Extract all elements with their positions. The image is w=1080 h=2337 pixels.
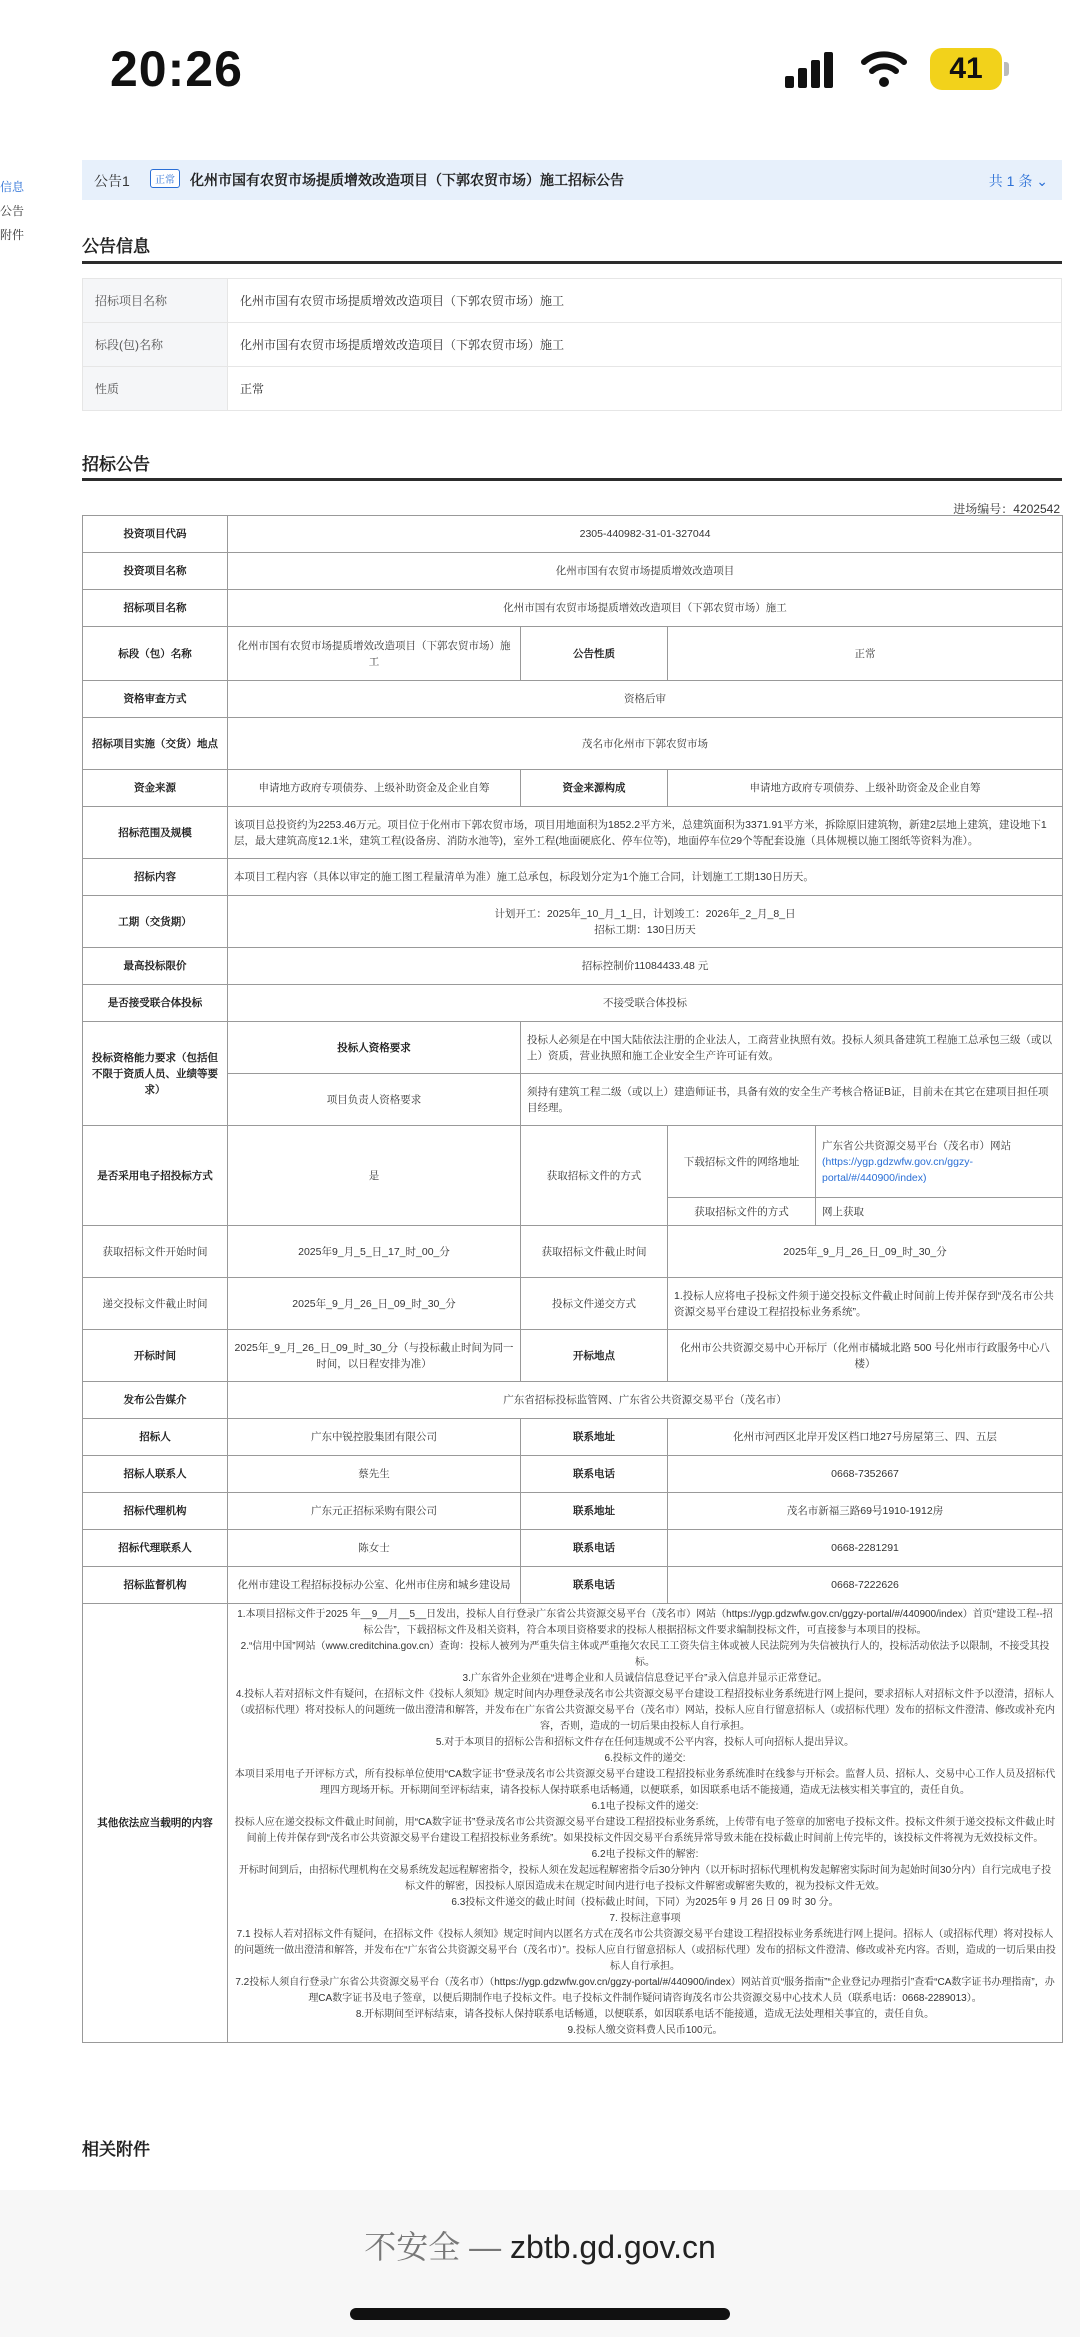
field-value: 0668-7352667	[668, 1456, 1063, 1493]
field-value: 是	[228, 1126, 521, 1226]
note-item: 7.2投标人须自行登录广东省公共资源交易平台（茂名市）（https://ygp.gdzwfw.gov.cn/ggzy-portal/#/440900/index）网站首页“服务指南”“企业登记办理指引”查看“CA数字证书办理指南”，办理CA数字证书及电子签章，以便后期制作电子投标文件。电子投标文件制作疑问请咨询茂名市公共资源交易中心技术人员（联系电话：0668-2289013）。	[235, 1977, 1055, 2004]
field-key: 开标时间	[83, 1330, 228, 1382]
note-item: 6.投标文件的递交:	[604, 1753, 686, 1764]
field-key: 投资项目名称	[83, 553, 228, 590]
note-item: 2.“信用中国”网站（www.creditchina.gov.cn）查询：投标人被列为严重失信主体或严重拖欠农民工工资失信主体或被人民法院列为失信被执行人的，投标活动依法予以限制，不接受其投标。	[240, 1641, 1050, 1668]
note-item: 3.广东省外企业须在“进粤企业和人员诚信信息登记平台”录入信息并显示正常登记。	[462, 1673, 828, 1684]
field-value: 2025年9_月_5_日_17_时_00_分	[228, 1226, 521, 1278]
field-value: 广东中锐控股集团有限公司	[228, 1419, 521, 1456]
side-nav	[0, 175, 24, 247]
side-nav-attachment[interactable]: 附件	[0, 228, 25, 242]
field-value: 2305-440982-31-01-327044	[228, 516, 1063, 553]
field-value: 茂名市化州市下郭农贸市场	[228, 718, 1063, 770]
field-key: 投标文件递交方式	[521, 1278, 668, 1330]
download-url[interactable]: (https://ygp.gdzwfw.gov.cn/ggzy-portal/#/440900/index)	[822, 1155, 973, 1184]
period-plan: 计划开工：2025年_10_月_1_日，计划竣工：2026年_2_月_8_日	[494, 907, 796, 920]
note-item: 4.投标人若对招标文件有疑问，在招标文件《投标人须知》规定时间内办理登录茂名市公共资源交易平台建设工程招投标业务系统进行网上提问，要求招标人对招标文件予以澄清，招标人（或招标代理）将对投标人的问题统一做出澄清和解答，并发布在广东省公共资源交易平台（茂名市）网站，投标人应自行留意招标人（或招标代理）发布的招标文件澄清、修改或补充内容，否则，造成的一切后果由投标人自行承担。	[235, 1689, 1056, 1732]
field-key: 工期（交货期）	[83, 896, 228, 948]
download-link[interactable]	[816, 1126, 1063, 1198]
domain-text: zbtb.gd.gov.cn	[510, 2229, 716, 2265]
notice-title: 化州市国有农贸市场提质增效改造项目（下郭农贸市场）施工招标公告	[190, 172, 624, 188]
field-key: 下载招标文件的网络地址	[668, 1126, 816, 1198]
table-row	[83, 367, 1062, 411]
field-value: 2025年_9_月_26_日_09_时_30_分	[668, 1226, 1063, 1278]
field-key: 投资项目代码	[83, 516, 228, 553]
field-key: 投标资格能力要求（包括但不限于资质人员、业绩等要求）	[83, 1022, 228, 1126]
field-value: 2025年_9_月_26_日_09_时_30_分	[228, 1278, 521, 1330]
field-value: 不接受联合体投标	[228, 985, 1063, 1022]
info-table	[82, 278, 1062, 411]
field-value: 化州市国有农贸市场提质增效改造项目	[228, 553, 1063, 590]
section-divider	[82, 478, 1062, 481]
field-value	[228, 896, 1063, 948]
field-value: 申请地方政府专项债券、上级补助资金及企业自筹	[228, 770, 521, 807]
insecure-label: 不安全 —	[364, 2229, 502, 2265]
note-item: 6.2电子投标文件的解密:	[591, 1849, 699, 1860]
field-value: 茂名市新福三路69号1910-1912房	[668, 1493, 1063, 1530]
note-item: 投标人应在递交投标文件截止时间前，用“CA数字证书”登录茂名市公共资源交易平台建设工程招投标业务系统，上传带有电子签章的加密电子投标文件。投标文件须于递交投标文件截止时间前上传并保存到“茂名市公共资源交易平台建设工程招投标业务系统”。如果投标文件因交易平台系统异常导致未能在投标截止时间前上传完毕的，该投标文件将视为无效投标文件。	[234, 1817, 1056, 1844]
field-value: 陈女士	[228, 1530, 521, 1567]
field-key: 联系电话	[521, 1530, 668, 1567]
battery-icon: 41	[930, 48, 1002, 90]
field-key: 获取招标文件开始时间	[83, 1226, 228, 1278]
field-key: 发布公告媒介	[83, 1382, 228, 1419]
field-value: 申请地方政府专项债券、上级补助资金及企业自筹	[668, 770, 1063, 807]
cellular-signal-icon	[785, 52, 835, 88]
field-value: 0668-7222626	[668, 1567, 1063, 1604]
note-item: 6.3投标文件递交的截止时间（投标截止时间，下同）为2025年 9 月 26 日 09 时 30 分。	[451, 1897, 839, 1908]
wifi-icon	[860, 48, 908, 88]
chevron-down-icon: ⌄	[1036, 173, 1048, 189]
home-indicator[interactable]	[350, 2308, 730, 2320]
field-key: 项目负责人资格要求	[228, 1074, 521, 1126]
field-key: 资格审查方式	[83, 681, 228, 718]
field-value: 正常	[668, 627, 1063, 681]
info-value: 化州市国有农贸市场提质增效改造项目（下郭农贸市场）施工	[228, 323, 1062, 367]
notice-header[interactable]	[82, 160, 1062, 200]
table-row	[83, 279, 1062, 323]
field-value: 化州市建设工程招标投标办公室、化州市住房和城乡建设局	[228, 1567, 521, 1604]
field-key: 联系地址	[521, 1419, 668, 1456]
field-value: 投标人必须是在中国大陆依法注册的企业法人，工商营业执照有效。投标人须具备建筑工程施工总承包三级（或以上）资质，营业执照和施工企业安全生产许可证有效。	[521, 1022, 1063, 1074]
field-value: 2025年_9_月_26_日_09_时_30_分（与投标截止时间为同一时间，以日程安排为准）	[228, 1330, 521, 1382]
note-item: 7.1 投标人若对招标文件有疑问，在招标文件《投标人须知》规定时间内以匿名方式在茂名市公共资源交易平台建设工程招投标业务系统进行网上提问。招标人（或招标代理）将对投标人的问题统一做出澄清和解答，并发布在“广东省公共资源交易平台（茂名市）”。投标人应自行留意招标人（或招标代理）发布的招标文件澄清、修改或补充内容。否则，造成的一切后果由投标人自行承担。	[234, 1929, 1056, 1972]
note-item: 9.投标人缴交资料费人民币100元。	[567, 2025, 723, 2036]
status-bar	[0, 0, 1080, 140]
field-key: 招标内容	[83, 859, 228, 896]
info-key: 招标项目名称	[83, 279, 228, 323]
field-key: 开标地点	[521, 1330, 668, 1382]
field-key: 招标项目名称	[83, 590, 228, 627]
field-key: 招标人	[83, 1419, 228, 1456]
field-key: 招标代理机构	[83, 1493, 228, 1530]
side-nav-info[interactable]: 信息	[0, 180, 25, 194]
field-key: 资金来源	[83, 770, 228, 807]
field-value: 1.投标人应将电子投标文件须于递交投标文件截止时间前上传并保存到“茂名市公共资源交易平台建设工程招投标业务系统”。	[668, 1278, 1063, 1330]
address-bar-url[interactable]	[0, 2222, 1080, 2268]
section-divider	[82, 261, 1062, 264]
field-value: 本项目工程内容（具体以审定的施工图工程量清单为准）施工总承包，标段划分定为1个施工合同，计划施工工期130日历天。	[228, 859, 1063, 896]
field-value: 化州市国有农贸市场提质增效改造项目（下郭农贸市场）施工	[228, 627, 521, 681]
note-item: 本项目采用电子开评标方式，所有投标单位使用“CA数字证书”登录茂名市公共资源交易平台建设工程招投标业务系统准时在线参与开标会。监督人员、招标人、交易中心工作人员及招标代理四方现场开标。开标期间至评标结束，请各投标人保持联系电话畅通，以便联系，如因联系电话不能接通，造成无法核实相关事宜的，责任自负。	[234, 1769, 1056, 1796]
field-value: 0668-2281291	[668, 1530, 1063, 1567]
field-key: 获取招标文件的方式	[521, 1126, 668, 1226]
field-key: 联系地址	[521, 1493, 668, 1530]
side-nav-notice[interactable]: 公告	[0, 204, 25, 218]
section-title-info: 公告信息	[82, 237, 150, 256]
field-key: 获取招标文件截止时间	[521, 1226, 668, 1278]
field-value: 化州市公共资源交易中心开标厅（化州市橘城北路 500 号化州市行政服务中心八楼）	[668, 1330, 1063, 1382]
field-key: 标段（包）名称	[83, 627, 228, 681]
field-key: 其他依法应当载明的内容	[83, 1604, 228, 2043]
field-key: 最高投标限价	[83, 948, 228, 985]
notes-block	[228, 1604, 1063, 2043]
period-duration: 招标工期：130日历天	[594, 923, 696, 936]
section-title-attachments: 相关附件	[82, 2140, 150, 2159]
field-key: 招标项目实施（交货）地点	[83, 718, 228, 770]
info-key: 性质	[83, 367, 228, 411]
field-key: 投标人资格要求	[228, 1022, 521, 1074]
notice-index: 公告1	[94, 173, 130, 189]
field-value: 网上获取	[816, 1198, 1063, 1226]
field-key: 是否接受联合体投标	[83, 985, 228, 1022]
note-item: 开标时间到后，由招标代理机构在交易系统发起远程解密指令，投标人须在发起远程解密指令后30分钟内（以开标时招标代理机构发起解密实际时间为起始时间30分内）自行完成电子投标文件的解密，因投标人原因造成未在规定时间内进行电子投标文件解密或解密失败的，视为投标文件无效。	[238, 1865, 1052, 1892]
download-site-name: 广东省公共资源交易平台（茂名市）网站	[822, 1139, 1011, 1152]
info-value: 化州市国有农贸市场提质增效改造项目（下郭农贸市场）施工	[228, 279, 1062, 323]
field-value: 招标控制价11084433.48 元	[228, 948, 1063, 985]
info-value: 正常	[228, 367, 1062, 411]
table-row	[83, 323, 1062, 367]
field-key: 资金来源构成	[521, 770, 668, 807]
field-key: 招标人联系人	[83, 1456, 228, 1493]
note-item: 7. 投标注意事项	[609, 1913, 681, 1924]
status-time: 20:26	[110, 41, 243, 97]
field-key: 是否采用电子招投标方式	[83, 1126, 228, 1226]
field-key: 公告性质	[521, 627, 668, 681]
field-key: 招标范围及规模	[83, 807, 228, 859]
note-item: 1.本项目招标文件于2025 年__9__月__5__日发出，投标人自行登录广东省公共资源交易平台（茂名市）网站（https://ygp.gdzwfw.gov.cn/ggzy-portal/#/440900/index）首页“建设工程--招标公告”，下载招标文件及相关资料，符合本项目资格要求的投标人根据招标文件要求编制投标文件，可直接参与本项目的投标。	[237, 1609, 1053, 1636]
status-badge: 正常	[150, 169, 180, 188]
field-key: 联系电话	[521, 1567, 668, 1604]
notice-count: 共 1 条	[988, 173, 1033, 189]
field-value: 资格后审	[228, 681, 1063, 718]
field-value: 蔡先生	[228, 1456, 521, 1493]
field-value: 广东省招标投标监管网、广东省公共资源交易平台（茂名市）	[228, 1382, 1063, 1419]
field-value: 化州市国有农贸市场提质增效改造项目（下郭农贸市场）施工	[228, 590, 1063, 627]
field-key: 招标监督机构	[83, 1567, 228, 1604]
field-key: 招标代理联系人	[83, 1530, 228, 1567]
field-value: 广东元正招标采购有限公司	[228, 1493, 521, 1530]
field-key: 获取招标文件的方式	[668, 1198, 816, 1226]
note-item: 5.对于本项目的招标公告和招标文件存在任何违规或不公平内容，投标人可向招标人提出异议。	[435, 1737, 855, 1748]
field-value: 该项目总投资约为2253.46万元。项目位于化州市下郭农贸市场，项目用地面积为1852.2平方米，总建筑面积为3371.91平方米，拆除原旧建筑物，新建2层地上建筑，建设地下1层，最大建筑高度12.1米，建筑工程(设备房、消防水池等)，室外工程(地面硬底化、停车位等)，地面停车位29个等配套设施（具体规模以施工图纸等资料为准）。	[228, 807, 1063, 859]
notice-count-dropdown[interactable]	[989, 171, 1048, 191]
note-item: 6.1电子投标文件的递交:	[591, 1801, 699, 1812]
info-key: 标段(包)名称	[83, 323, 228, 367]
field-key: 递交投标文件截止时间	[83, 1278, 228, 1330]
field-key: 联系电话	[521, 1456, 668, 1493]
announcement-table	[82, 515, 1063, 2043]
serial-number: 进场编号：4202542	[953, 502, 1060, 516]
note-item: 8.开标期间至评标结束，请各投标人保持联系电话畅通，以便联系，如因联系电话不能接通，造成无法处理相关事宜的，责任自负。	[355, 2009, 935, 2020]
field-value: 须持有建筑工程二级（或以上）建造师证书，具备有效的安全生产考核合格证B证，目前未在其它在建项目担任项目经理。	[521, 1074, 1063, 1126]
battery-cap	[1004, 62, 1009, 76]
browser-address-bar[interactable]	[0, 2190, 1080, 2337]
field-value: 化州市河西区北岸开发区档口地27号房屋第三、四、五层	[668, 1419, 1063, 1456]
section-title-announcement: 招标公告	[82, 455, 150, 474]
